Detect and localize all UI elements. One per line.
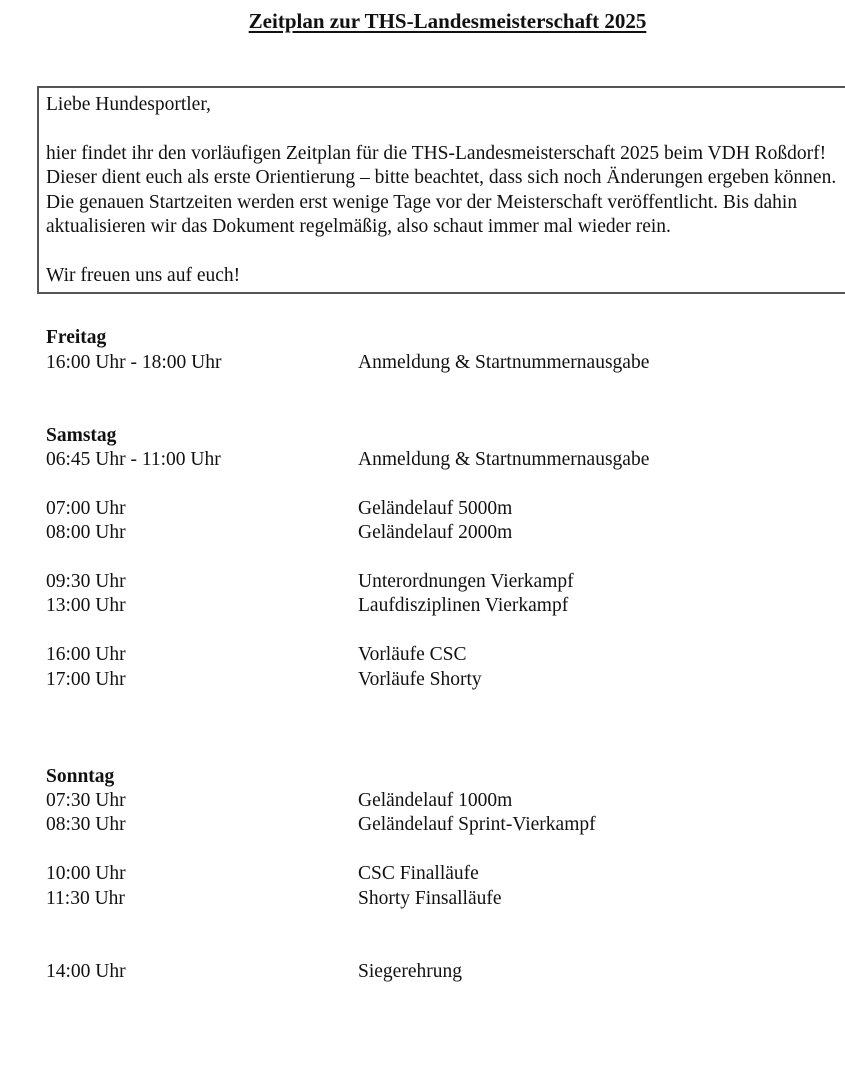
schedule-row xyxy=(46,789,845,813)
event-label: Shorty Finsalläufe xyxy=(358,887,502,909)
event-label: Geländelauf Sprint-Vierkampf xyxy=(358,814,596,836)
event-label: CSC Finalläufe xyxy=(358,863,479,885)
event-label: Anmeldung & Startnummernausgabe xyxy=(358,449,650,471)
event-label: Unterordnungen Vierkampf xyxy=(358,571,574,593)
event-label: Anmeldung & Startnummernausgabe xyxy=(358,351,650,373)
schedule-group xyxy=(46,862,845,911)
schedule-row xyxy=(46,594,845,618)
event-time: 13:00 Uhr xyxy=(46,595,126,617)
day-groups xyxy=(46,448,845,692)
day-heading: Sonntag xyxy=(46,765,115,787)
schedule-group xyxy=(46,448,845,472)
event-time: 17:00 Uhr xyxy=(46,668,126,690)
schedule-group xyxy=(46,643,845,692)
schedule-row xyxy=(46,643,845,667)
intro-greeting: Liebe Hundesportler, xyxy=(46,94,211,115)
intro-closing: Wir freuen uns auf euch! xyxy=(46,264,241,286)
day-groups xyxy=(46,789,845,984)
intro-paragraph: hier findet ihr den vorläufigen Zeitplan für die THS-Landesmeisterschaft 2025 beim VDH Roßdorf! Dieser dient euch als erste Orientierung – bitte beachtet, dass sich noch Änderungen ergeben können. Die genauen Startzeiten werden erst wenige Tage vor der Meisterschaft veröffentlicht. Bis dahin aktualisieren wir das Dokument regelmäßig, also schaut immer mal wieder rein. xyxy=(46,142,837,238)
schedule-row xyxy=(46,497,845,521)
schedule-day xyxy=(46,765,845,984)
event-time: 11:30 Uhr xyxy=(46,887,125,909)
event-time: 16:00 Uhr - 18:00 Uhr xyxy=(46,351,222,373)
schedule-group xyxy=(46,789,845,838)
event-label: Vorläufe Shorty xyxy=(358,668,482,690)
schedule xyxy=(46,326,845,984)
schedule-row xyxy=(46,351,845,375)
schedule-row xyxy=(46,668,845,692)
schedule-row xyxy=(46,521,845,545)
event-time: 07:00 Uhr xyxy=(46,497,126,519)
event-time: 08:00 Uhr xyxy=(46,522,126,544)
schedule-day xyxy=(46,326,845,375)
intro-box xyxy=(37,86,845,294)
schedule-row xyxy=(46,862,845,886)
event-time: 09:30 Uhr xyxy=(46,571,126,593)
event-label: Siegerehrung xyxy=(358,960,462,982)
schedule-row xyxy=(46,448,845,472)
schedule-row xyxy=(46,570,845,594)
schedule-row xyxy=(46,887,845,911)
schedule-row xyxy=(46,960,845,984)
event-label: Geländelauf 1000m xyxy=(358,790,513,812)
event-label: Geländelauf 2000m xyxy=(358,522,513,544)
event-time: 10:00 Uhr xyxy=(46,863,126,885)
document-page xyxy=(37,8,845,984)
event-time: 06:45 Uhr - 11:00 Uhr xyxy=(46,449,221,471)
event-label: Vorläufe CSC xyxy=(358,644,467,666)
schedule-row xyxy=(46,813,845,837)
event-label: Geländelauf 5000m xyxy=(358,497,513,519)
event-time: 16:00 Uhr xyxy=(46,644,126,666)
day-groups xyxy=(46,351,845,375)
event-label: Laufdisziplinen Vierkampf xyxy=(358,595,569,617)
schedule-group xyxy=(46,497,845,546)
schedule-group xyxy=(46,351,845,375)
event-time: 07:30 Uhr xyxy=(46,790,126,812)
schedule-day xyxy=(46,424,845,692)
event-time: 08:30 Uhr xyxy=(46,814,126,836)
page-title: Zeitplan zur THS-Landesmeisterschaft 2025 xyxy=(248,9,647,33)
schedule-group xyxy=(46,570,845,619)
day-heading: Samstag xyxy=(46,424,117,446)
event-time: 14:00 Uhr xyxy=(46,960,126,982)
day-heading: Freitag xyxy=(46,327,107,349)
schedule-group xyxy=(46,960,845,984)
